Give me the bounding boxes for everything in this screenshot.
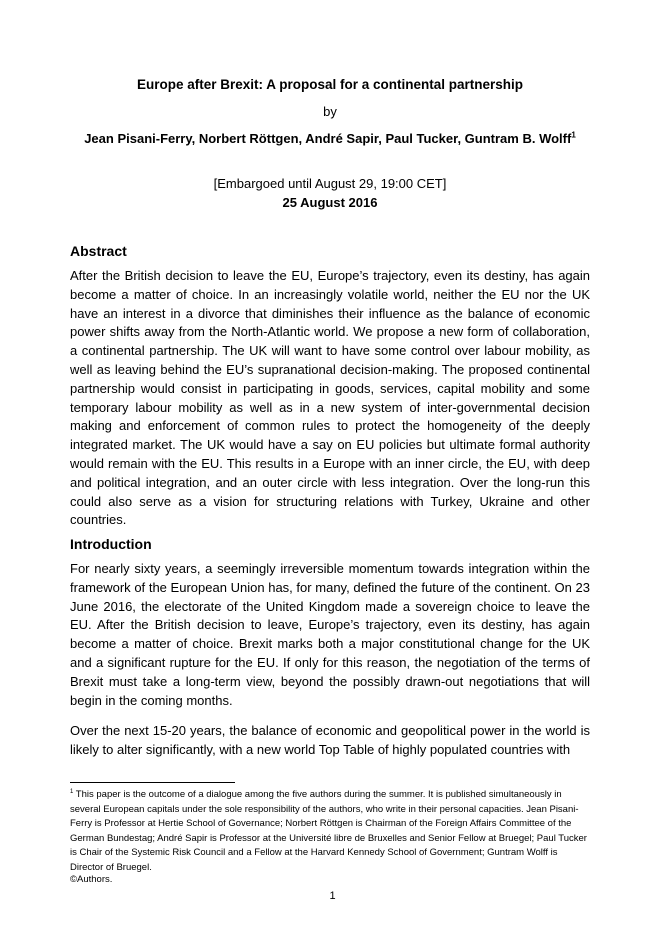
page-number: 1 bbox=[329, 890, 336, 902]
publication-date: 25 August 2016 bbox=[282, 195, 378, 210]
embargo-notice: [Embargoed until August 29, 19:00 CET] bbox=[213, 176, 447, 191]
author-names: Jean Pisani-Ferry, Norbert Röttgen, André Sapir, Paul Tucker, Guntram B. Wolff bbox=[84, 131, 572, 146]
author-list bbox=[70, 131, 590, 146]
footnote-mark: 1 bbox=[70, 788, 74, 795]
abstract-paragraph: After the British decision to leave the EU, Europe’s trajectory, even its destiny, has again become a matter of choice. In an increasingly volatile world, neither the EU nor the UK have an interest in a divorce that diminishes their influence as the balance of economic power shifts away from the North-Atlantic world. We propose a new form of collaboration, a continental partnership. The UK will want to have some control over labour mobility, as well as leaving behind the EU’s supranational decision-making. The proposed continental partnership would consist in participating in goods, services, capital mobility and some temporary labour mobility as well as in a new system of inter-governmental decision making and enforcement of common rules to protect the homogeneity of the deeply integrated market. The UK would have a say on EU policies but ultimate formal authority would remain with the EU. This results in a Europe with an inner circle, the EU, with deep and political integration, and an outer circle with less integration. Over the long-run this could also serve as a vision for structuring relations with Turkey, Ukraine and other countries. bbox=[70, 268, 590, 528]
footnote-text: This paper is the outcome of a dialogue among the five authors during the summer. It is published simultaneously in several European capitals under the sole responsibility of the authors, who write in their personal capacities. Jean Pisani-Ferry is Professor at Hertie School of Governance; Norbert Röttgen is Chairman of the Foreign Affairs Committee of the German Bundestag; André Sapir is Professor at the Université libre de Bruxelles and Senior Fellow at Bruegel; Paul Tucker is Chair of the Systemic Risk Council and a Fellow at the Harvard Kennedy School of Government; Guntram Wolff is Director of Bruegel. bbox=[70, 789, 587, 873]
footnote bbox=[70, 788, 590, 876]
footnote-separator bbox=[70, 782, 235, 783]
introduction-heading: Introduction bbox=[70, 536, 152, 552]
footnote-reference-mark: 1 bbox=[571, 130, 576, 140]
byline-by: by bbox=[323, 104, 337, 119]
page-title: Europe after Brexit: A proposal for a continental partnership bbox=[136, 77, 524, 92]
introduction-paragraph: Over the next 15-20 years, the balance of economic and geopolitical power in the world is likely to alter significantly, with a new world Top Table of highly populated countries with bbox=[70, 723, 590, 757]
introduction-paragraph: For nearly sixty years, a seemingly irreversible momentum towards integration within the framework of the European Union has, for many, defined the future of the continent. On 23 June 2016, the electorate of the United Kingdom made a sovereign choice to leave the EU. After the British decision to leave, Europe’s trajectory, even its destiny, has again become a matter of choice. Brexit marks both a major constitutional change for the UK and a significant rupture for the EU. If only for this reason, the negotiation of the terms of Brexit must take a long-term view, beyond the possibly drawn-out negotiations that will begin in the coming months. bbox=[70, 561, 590, 708]
abstract-heading: Abstract bbox=[70, 243, 127, 259]
copyright-notice: ©Authors. bbox=[70, 874, 113, 885]
